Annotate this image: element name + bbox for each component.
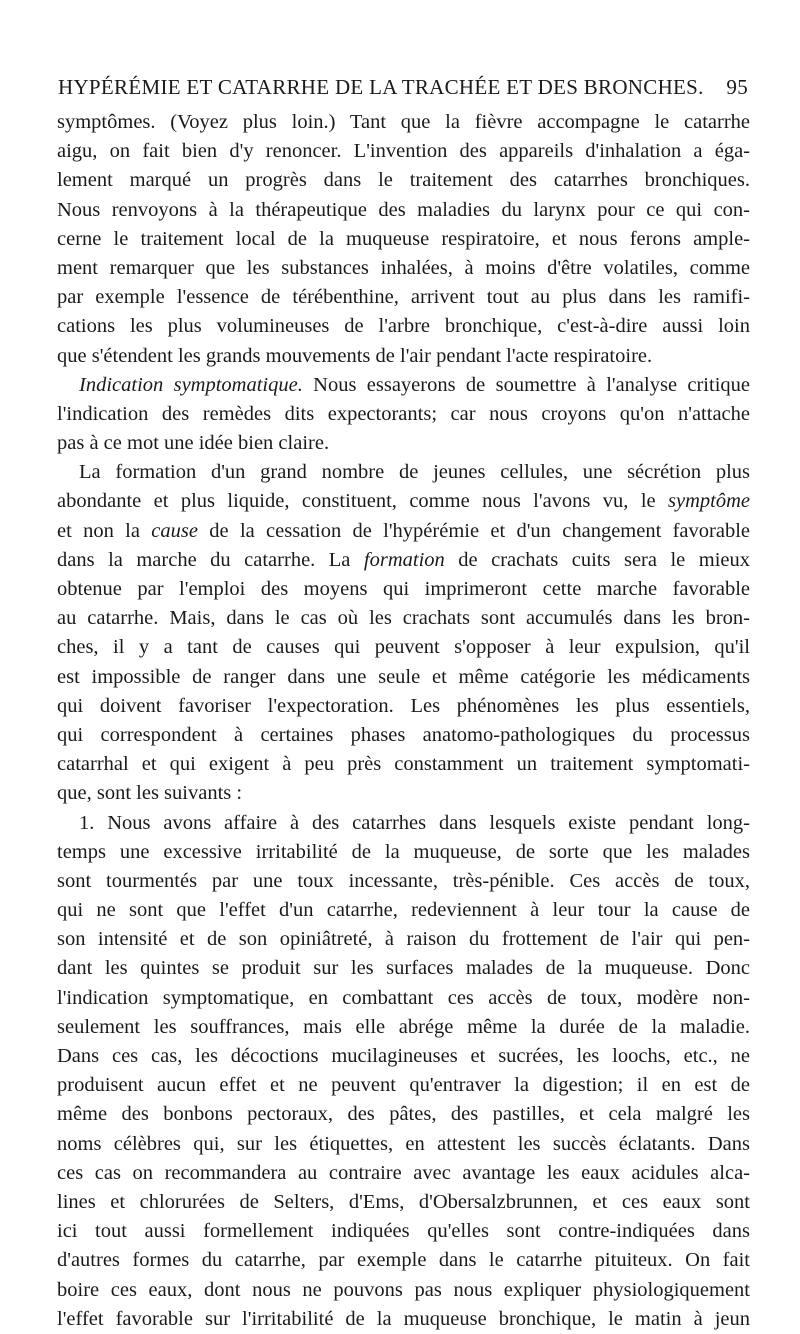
- text-line: [57, 283, 750, 312]
- line-text: ici tout aussi formellement indiquées qu'elles sont contre-indiquées dans: [57, 1220, 750, 1243]
- text-line: [57, 1130, 750, 1159]
- text-line: [57, 225, 750, 254]
- text-line: [57, 487, 750, 516]
- line-text: noms célèbres qui, sur les étiquettes, en attestent les succès éclatants. Dans: [57, 1132, 750, 1155]
- text-line: [57, 137, 750, 166]
- text-line: [57, 1100, 750, 1129]
- italic-phrase: Indication symptomatique.: [79, 373, 303, 396]
- line-text: que, sont les suivants :: [57, 782, 243, 805]
- text-line: [57, 1188, 750, 1217]
- text-line: [57, 546, 750, 575]
- line-text: boire ces eaux, dont nous ne pouvons pas nous expliquer physiologiquement: [57, 1278, 750, 1301]
- text-line: [57, 750, 750, 779]
- running-head-title: HYPÉRÉMIE ET CATARRHE DE LA TRACHÉE ET DES BRONCHES.: [58, 75, 704, 99]
- text-line: [57, 1305, 750, 1334]
- line-text: obtenue par l'emploi des moyens qui imprimeront cette marche favorable: [57, 578, 750, 600]
- line-text: catarrhal et qui exigent à peu près constamment un traitement symptomati-: [57, 753, 750, 776]
- text-line: [57, 896, 750, 925]
- text-line: [57, 984, 750, 1013]
- line-text: son intensité et de son opiniâtreté, à raison du frottement de l'air qui pen-: [57, 928, 750, 951]
- line-text: au catarrhe. Mais, dans le cas où les crachats sont accumulés dans les bron-: [57, 607, 750, 630]
- italic-phrase: symptôme: [668, 490, 750, 513]
- line-text: ment remarquer que les substances inhalées, à moins d'être volatiles, comme: [57, 256, 750, 279]
- line-text: ces cas on recommandera au contraire avec avantage les eaux acidules alca-: [57, 1161, 750, 1184]
- text-line: [57, 779, 750, 808]
- body-text: [57, 108, 750, 1334]
- text-line: [57, 108, 750, 137]
- text-line: [57, 692, 750, 721]
- page-number: 95: [726, 75, 748, 99]
- text-line: [57, 254, 750, 283]
- line-text: ches, il y a tant de causes qui peuvent s'opposer à leur expulsion, qu'il: [57, 636, 750, 659]
- line-text: 1. Nous avons affaire à des catarrhes dans lesquels existe pendant long-: [79, 811, 750, 834]
- line-text: de crachats cuits sera le mieux: [444, 548, 750, 571]
- line-text: symptômes. (Voyez plus loin.) Tant que la fièvre accompagne le catarrhe: [57, 111, 750, 133]
- line-text: Dans ces cas, les décoctions mucilagineuses et sucrées, les loochs, etc., ne: [57, 1045, 750, 1067]
- text-line: [57, 458, 750, 487]
- text-line: [57, 1042, 750, 1071]
- line-text: est impossible de ranger dans une seule et même catégorie les médicaments: [57, 665, 750, 688]
- line-text: que s'étendent les grands mouvements de l'air pendant l'acte respiratoire.: [57, 344, 653, 367]
- line-text: qui doivent favoriser l'expectoration. Les phénomènes les plus essentiels,: [57, 694, 750, 717]
- line-text: lement marqué un progrès dans le traitement des catarrhes bronchiques.: [57, 169, 750, 192]
- text-line: [57, 721, 750, 750]
- text-line: [57, 166, 750, 195]
- text-line: [57, 1217, 750, 1246]
- line-text: sont tourmentés par une toux incessante, très-pénible. Ces accès de toux,: [57, 869, 750, 892]
- line-text: qui ne sont que l'effet d'un catarrhe, redeviennent à leur tour la cause de: [57, 899, 750, 922]
- text-line: [57, 1071, 750, 1100]
- text-line: [57, 400, 750, 429]
- line-text: aigu, on fait bien d'y renoncer. L'invention des appareils d'inhalation a éga-: [57, 140, 750, 163]
- line-text: Nous renvoyons à la thérapeutique des maladies du larynx pour ce qui con-: [57, 198, 750, 221]
- text-line: [57, 925, 750, 954]
- text-line: [57, 867, 750, 896]
- text-line: [57, 312, 750, 341]
- text-line: [57, 633, 750, 662]
- line-text: dans la marche du catarrhe. La: [57, 548, 364, 571]
- text-line: [57, 196, 750, 225]
- line-text: même des bonbons pectoraux, des pâtes, des pastilles, et cela malgré les: [57, 1103, 750, 1126]
- line-text: produisent aucun effet et ne peuvent qu'entraver la digestion; il en est de: [57, 1074, 750, 1097]
- line-text: cations les plus volumineuses de l'arbre bronchique, c'est-à-dire aussi loin: [57, 315, 750, 338]
- text-line: [57, 1246, 750, 1275]
- text-line: [57, 954, 750, 983]
- text-line: [57, 1276, 750, 1305]
- line-text: l'indication des remèdes dits expectorants; car nous croyons qu'on n'attache: [57, 402, 750, 425]
- text-line: [57, 371, 750, 400]
- text-line: [57, 809, 750, 838]
- text-line: [57, 604, 750, 633]
- text-line: [57, 1159, 750, 1188]
- line-text: l'effet favorable sur l'irritabilité de la muqueuse bronchique, le matin à jeun: [57, 1307, 750, 1330]
- running-head: [58, 74, 748, 100]
- text-line: [57, 1013, 750, 1042]
- text-line: [57, 342, 750, 371]
- line-text: temps une excessive irritabilité de la muqueuse, de sorte que les malades: [57, 840, 750, 863]
- line-text: pas à ce mot une idée bien claire.: [57, 432, 330, 455]
- text-line: [57, 663, 750, 692]
- line-text: lines et chlorurées de Selters, d'Ems, d'Obersalzbrunnen, et ces eaux sont: [57, 1190, 750, 1213]
- line-text: l'indication symptomatique, en combattant ces accès de toux, modère non-: [57, 986, 750, 1009]
- italic-phrase: formation: [363, 548, 445, 571]
- line-text: qui correspondent à certaines phases anatomo-pathologiques du processus: [57, 723, 750, 746]
- text-line: [57, 838, 750, 867]
- line-text: d'autres formes du catarrhe, par exemple dans le catarrhe pituiteux. On fait: [57, 1249, 750, 1272]
- line-text: abondante et plus liquide, constituent, comme nous l'avons vu, le: [57, 490, 669, 513]
- text-line: [57, 429, 750, 458]
- line-text: de la cessation de l'hypérémie et d'un changement favorable: [197, 519, 750, 542]
- text-line: [57, 517, 750, 546]
- line-text: cerne le traitement local de la muqueuse respiratoire, et nous ferons ample-: [57, 227, 750, 250]
- line-text: et non la: [57, 519, 152, 542]
- line-text: seulement les souffrances, mais elle abrége même la durée de la maladie.: [57, 1015, 750, 1038]
- text-line: [57, 575, 750, 604]
- line-text: Nous essayerons de soumettre à l'analyse critique: [302, 373, 750, 396]
- line-text: La formation d'un grand nombre de jeunes cellules, une sécrétion plus: [79, 461, 750, 484]
- line-text: dant les quintes se produit sur les surfaces malades de la muqueuse. Donc: [57, 957, 750, 980]
- line-text: par exemple l'essence de térébenthine, arrivent tout au plus dans les ramifi-: [57, 286, 750, 309]
- italic-phrase: cause: [151, 519, 198, 542]
